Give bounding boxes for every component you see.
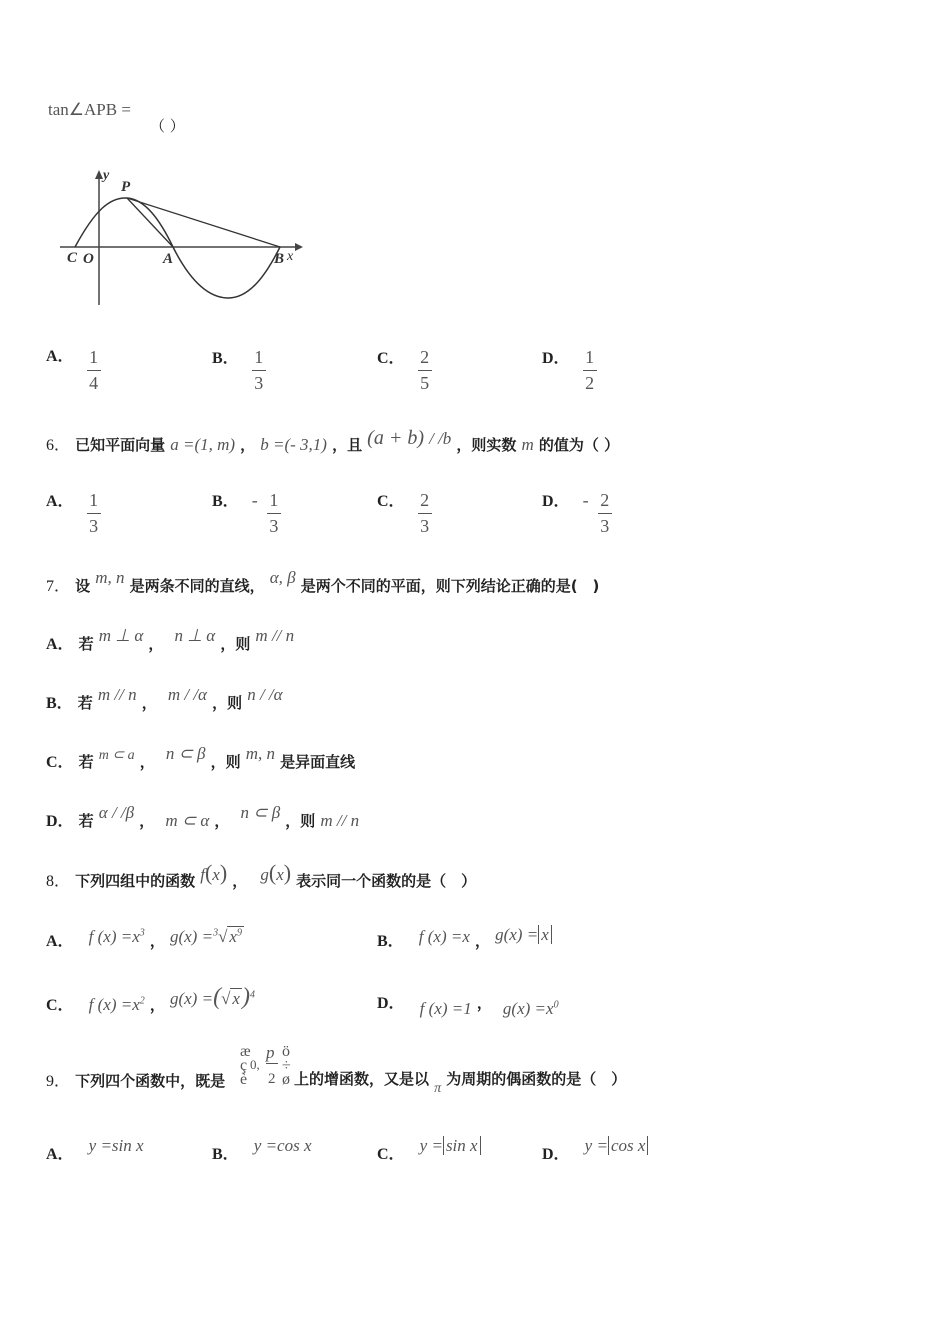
q9-stem-cont: 上的增函数，又是以 π 为周期的偶函数的是（ ）	[294, 1070, 627, 1096]
fraction: $\frac{2}{5}$	[418, 347, 432, 394]
q9-option-c[interactable]: C． y = sin x	[377, 1133, 481, 1156]
q5-option-c[interactable]: C． $\frac{2}{5}$	[377, 345, 432, 394]
fraction: $\frac{2}{3}$	[418, 490, 432, 537]
sine-curve	[75, 198, 280, 298]
label-c: C	[67, 250, 78, 266]
q6-option-c[interactable]: C． $\frac{2}{3}$	[377, 488, 432, 537]
fraction: $\frac{1}{3}$	[267, 490, 281, 537]
g-of-x: g(x)	[260, 860, 292, 885]
q7-option-a[interactable]: A． 若 m ⊥ α ， n ⊥ α ，则 m // n	[46, 626, 295, 653]
label-y: y	[103, 168, 110, 183]
q8-option-c[interactable]: C． f $(x) =x^2$ ， g(x) =(√ x)$^4$	[46, 984, 255, 1014]
q8-option-d[interactable]: D． f (x) =1 ， $g(x) =x^0$	[377, 994, 559, 1018]
q9-option-a[interactable]: A． y =sin x	[46, 1136, 144, 1163]
q5-answer-paren: （ ）	[150, 117, 185, 135]
vector-a: a =(1, m)	[170, 435, 236, 454]
q7-option-c[interactable]: C． 若 m ⊂ a ， n ⊂ β ，则 m, n 是异面直线	[46, 744, 356, 771]
fraction: $\frac{1}{2}$	[583, 347, 597, 394]
q5-option-d[interactable]: D． $\frac{1}{2}$	[542, 345, 597, 394]
label-p: P	[121, 179, 131, 195]
q6-option-b[interactable]: B． - $\frac{1}{3}$	[212, 488, 281, 537]
q5-graph	[55, 165, 305, 310]
q6-option-a[interactable]: A． $\frac{1}{3}$	[46, 488, 101, 537]
label-o: O	[83, 251, 94, 267]
fraction: $\frac{1}{4}$	[87, 347, 101, 394]
vector-b: b =(- 3,1)	[260, 435, 327, 454]
q9-option-d[interactable]: D． y = cos x	[542, 1133, 648, 1156]
q9-option-b[interactable]: B． y =cos x	[212, 1136, 312, 1163]
fraction: $\frac{2}{3}$	[598, 490, 612, 537]
q5-tan-expr: tan∠APB =	[48, 100, 131, 119]
label-a: A	[163, 251, 174, 267]
q5-option-b[interactable]: B． $\frac{1}{3}$	[212, 345, 266, 394]
vector-sum: (a + b)	[367, 427, 424, 449]
q8-option-b[interactable]: B． f (x) =x ， g(x) = x	[377, 928, 552, 951]
q5-option-a[interactable]: A． $\frac{1}{4}$	[46, 345, 101, 394]
label-b: B	[274, 251, 285, 267]
f-of-x: f(x)	[200, 860, 228, 885]
fraction: $\frac{1}{3}$	[87, 490, 101, 537]
label-x: x	[287, 249, 294, 264]
q9-interval: æ p ö ç 0, ÷ è 2 ø	[240, 1043, 291, 1088]
q9-stem: 9． 下列四个函数中，既是	[46, 1072, 226, 1090]
q7-option-d[interactable]: D． 若 α / /β ， m ⊂ α ， n ⊂ β ，则 m // n	[46, 803, 360, 830]
q8-option-a[interactable]: A． f $(x) =x^3$ ， g(x) =$^3$√ $x^9$	[46, 927, 242, 950]
q7-stem: 7． 设 m, n 是两条不同的直线， α, β 是两个不同的平面，则下列结论正确的是( )	[46, 568, 600, 595]
y-axis-arrow	[95, 170, 103, 179]
q6-option-d[interactable]: D． - $\frac{2}{3}$	[542, 488, 612, 537]
q8-stem: 8． 下列四组中的函数 f(x) ， g(x) 表示同一个函数的是（ ）	[46, 860, 477, 890]
q7-option-b[interactable]: B． 若 m // n ， m / /α ，则 n / /α	[46, 685, 283, 712]
x-axis-arrow	[295, 243, 303, 251]
fraction: $\frac{1}{3}$	[252, 347, 266, 394]
q6-stem: 6． 已知平面向量 a =(1, m) ， b =(- 3,1) ，且 (a + b) / /b ，则实数 m 的值为（ ）	[46, 427, 620, 454]
